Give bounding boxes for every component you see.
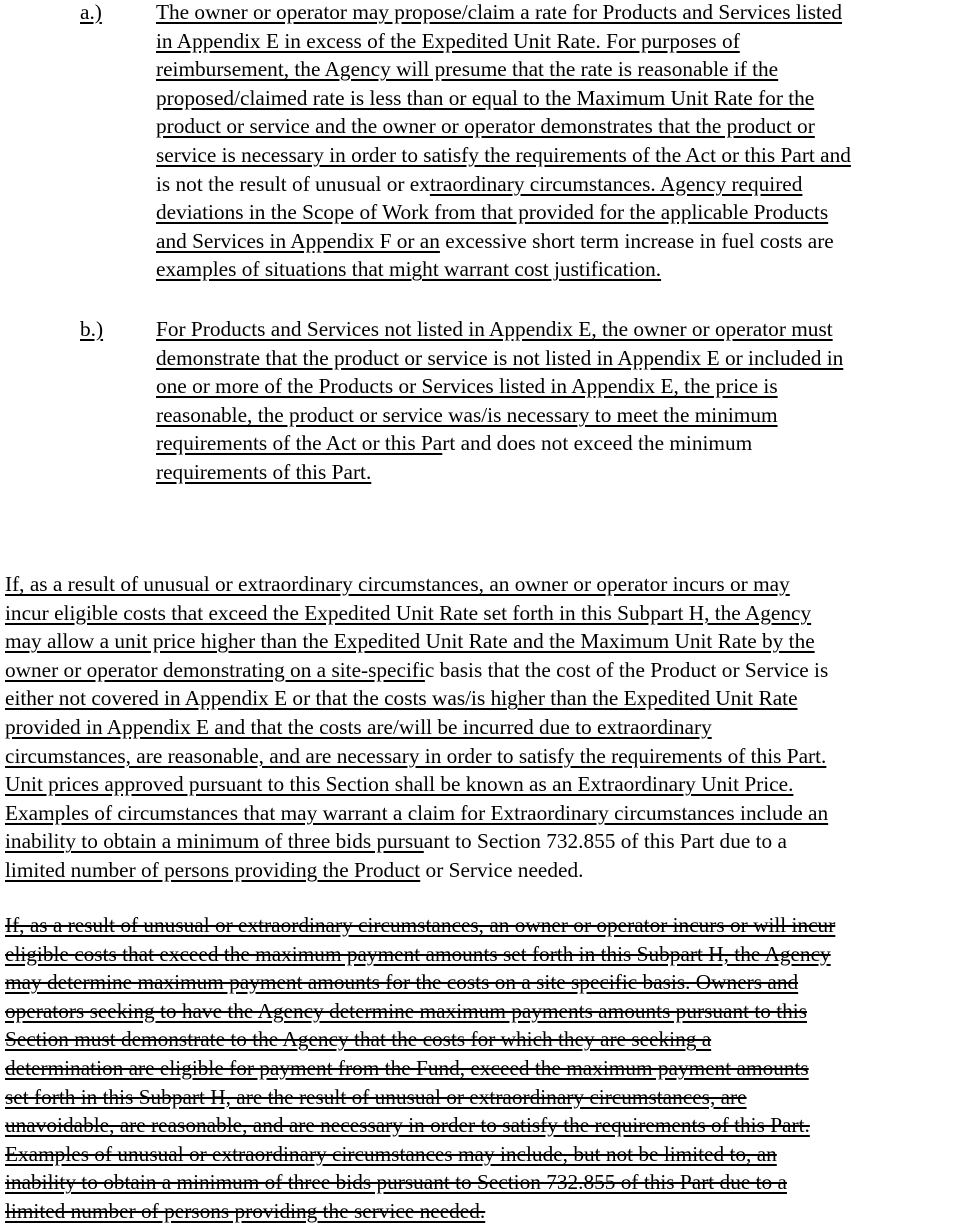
text-run: operators seeking to have the Agency determine maximum payments amounts pursuant to this xyxy=(5,998,808,1023)
text-run: may allow a unit price higher than the Expedited Unit Rate and the Maximum Unit Rate by the xyxy=(5,629,815,654)
text-run: reimbursement, the Agency will presume that the rate is reasonable if the xyxy=(156,57,779,82)
paragraph-new-line xyxy=(5,684,798,713)
text-run: either not covered in Appendix E or that the costs was/is higher than the Expedited Unit Rate xyxy=(5,686,798,711)
text-run: deviations in the Scope of Work from that provided for the applicable Products xyxy=(156,200,829,225)
text-run: may determine maximum payment amounts for the costs on a site specific basis. Owners and xyxy=(5,970,799,995)
text-run: incur eligible costs that exceed the Expedited Unit Rate set forth in this Subpart H, the Agency xyxy=(5,600,812,625)
paragraph-new-line xyxy=(5,770,793,799)
item-a-line xyxy=(156,170,802,199)
text-run: If, as a result of unusual or extraordinary circumstances, an owner or operator incurs or may xyxy=(5,572,790,596)
paragraph-deleted-line xyxy=(5,1168,787,1197)
text-run: and Services in Appendix F or an xyxy=(156,228,440,253)
paragraph-new-line xyxy=(5,742,826,771)
item-a-line xyxy=(156,112,815,141)
text-run: determination are eligible for payment from the Fund, exceed the maximum payment amounts xyxy=(5,1056,809,1080)
paragraph-deleted-line xyxy=(5,997,807,1026)
text-run: limited number of persons providing the service needed. xyxy=(5,1199,486,1223)
paragraph-deleted-line xyxy=(5,1111,810,1140)
item-a-line xyxy=(156,227,834,256)
paragraph-new-line xyxy=(5,856,583,885)
text-run: If, as a result of unusual or extraordinary circumstances, an owner or operator incurs or will incur xyxy=(5,913,836,937)
text-run: inability to obtain a minimum of three bids pursuant to Section 732.855 of this Part due to a xyxy=(5,1170,787,1195)
text-run: service is necessary in order to satisfy the requirements of the Act or this Part and xyxy=(156,143,851,167)
text-run: set forth in this Subpart H, are the result of unusual or extraordinary circumstances, are xyxy=(5,1084,747,1109)
text-run: excessive short term increase in fuel costs are xyxy=(439,228,834,253)
text-run: c basis that the cost of the Product or Service is xyxy=(424,657,829,682)
paragraph-deleted-line xyxy=(5,911,835,940)
text-run: one or more of the Products or Services listed in Appendix E, the price is xyxy=(156,374,778,399)
item-a-line xyxy=(156,84,814,113)
item-b-marker: b.) xyxy=(80,317,104,341)
text-run: reasonable, the product or service was/is necessary to meet the minimum xyxy=(156,402,778,427)
paragraph-new-line xyxy=(5,656,828,685)
text-run: requirements of this Part. xyxy=(156,460,372,484)
text-run: or Service needed. xyxy=(420,858,584,882)
text-run: product or service and the owner or operator demonstrates that the product or xyxy=(156,114,815,139)
paragraph-deleted-line xyxy=(5,1025,711,1054)
item-a-line xyxy=(156,0,842,27)
item-b-line xyxy=(156,458,371,487)
paragraph-deleted-line xyxy=(5,1054,809,1083)
item-a-line xyxy=(156,255,661,284)
text-run: traordinary circumstances. Agency required xyxy=(429,171,803,196)
text-run: circumstances, are reasonable, and are necessary in order to satisfy the requirements of this Part. xyxy=(5,743,827,768)
item-a-line xyxy=(156,27,740,56)
text-run: For Products and Services not listed in Appendix E, the owner or operator must xyxy=(156,317,833,341)
text-run: unavoidable, are reasonable, and are necessary in order to satisfy the requirements of this Part. xyxy=(5,1113,810,1138)
paragraph-deleted-line xyxy=(5,968,798,997)
paragraph-new-line xyxy=(5,827,787,856)
paragraph-deleted-line xyxy=(5,1197,485,1226)
item-a-marker: a.) xyxy=(80,0,102,24)
item-a-line xyxy=(156,141,851,170)
text-run: examples of situations that might warrant cost justification. xyxy=(156,257,662,282)
paragraph-deleted-line xyxy=(5,1083,747,1112)
item-a-line xyxy=(156,198,828,227)
text-run: proposed/claimed rate is less than or equal to the Maximum Unit Rate for the xyxy=(156,85,815,110)
item-b-line xyxy=(156,315,833,344)
text-run: eligible costs that exceed the maximum payment amounts set forth in this Subpart H, the Agency xyxy=(5,941,831,966)
item-a-line xyxy=(156,55,778,84)
paragraph-deleted-line xyxy=(5,940,831,969)
paragraph-new-line xyxy=(5,713,712,742)
text-run: requirements of the Act or this Pa xyxy=(156,431,443,456)
text-run: in Appendix E in excess of the Expedited Unit Rate. For purposes of xyxy=(156,28,740,53)
text-run: rt and does not exceed the minimum xyxy=(442,431,753,456)
text-run: demonstrate that the product or service is not listed in Appendix E or included in xyxy=(156,345,844,370)
text-run: inability to obtain a minimum of three bids pursu xyxy=(5,829,424,854)
text-run: owner or operator demonstrating on a site-specifi xyxy=(5,657,425,682)
paragraph-new-line xyxy=(5,627,815,656)
text-run: ant to Section 732.855 of this Part due to a xyxy=(423,829,787,854)
text-run: The owner or operator may propose/claim a rate for Products and Services listed xyxy=(156,0,843,24)
text-run: is not the result of unusual or ex xyxy=(156,171,430,196)
text-run: Examples of unusual or extraordinary circumstances may include, but not be limited to, an xyxy=(5,1141,777,1166)
paragraph-new-line xyxy=(5,570,790,599)
text-run: Unit prices approved pursuant to this Section shall be known as an Extraordinary Unit Price. xyxy=(5,772,794,797)
text-run: provided in Appendix E and that the costs are/will be incurred due to extraordinary xyxy=(5,715,712,739)
paragraph-deleted-line xyxy=(5,1140,777,1169)
item-b-line xyxy=(156,401,778,430)
text-run: Examples of circumstances that may warrant a claim for Extraordinary circumstances include an xyxy=(5,800,829,825)
item-b-line xyxy=(156,429,752,458)
paragraph-new-line xyxy=(5,599,811,628)
text-run: Section must demonstrate to the Agency that the costs for which they are seeking a xyxy=(5,1027,712,1052)
text-run: limited number of persons providing the Product xyxy=(5,858,421,882)
item-b-line xyxy=(156,372,778,401)
paragraph-new-line xyxy=(5,799,828,828)
item-b-line xyxy=(156,344,843,373)
